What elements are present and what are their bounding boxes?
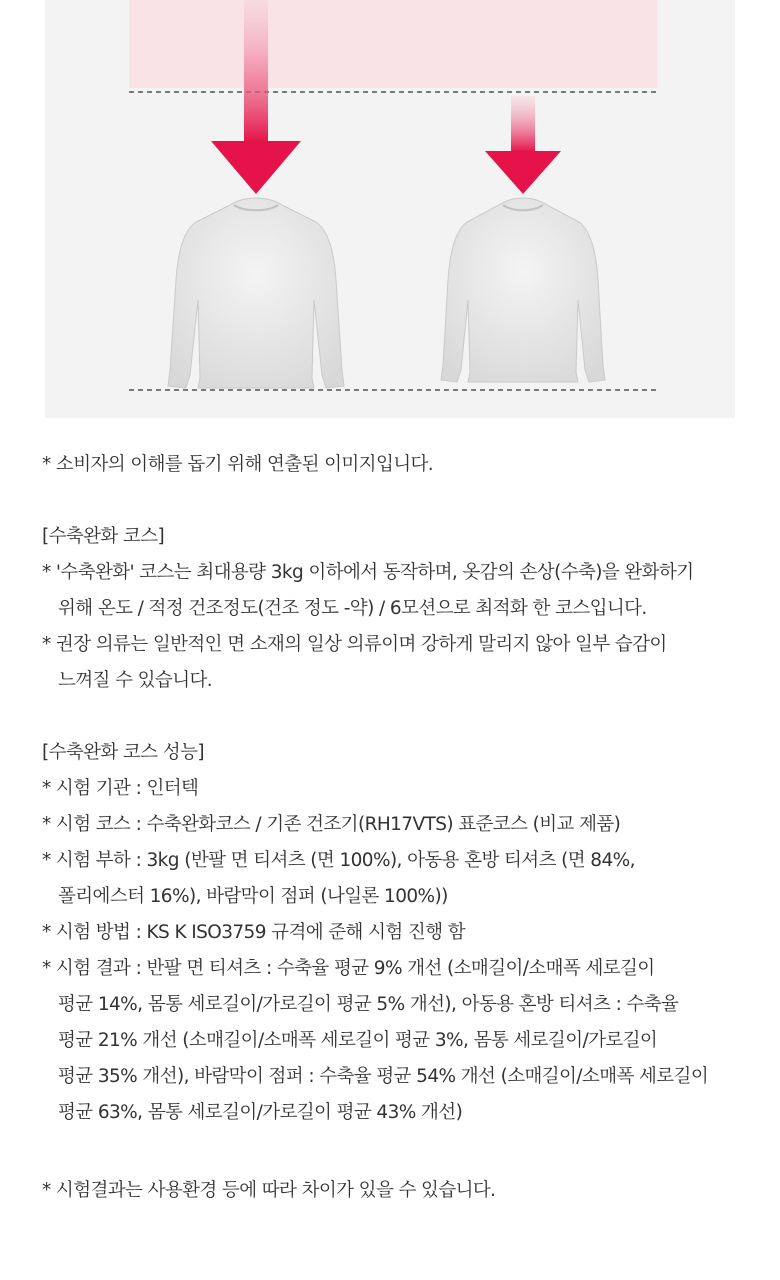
- course-bullet-2-line-1: * 권장 의류는 일반적인 면 소재의 일상 의류이며 강하게 말리지 않아 일부 습감이: [42, 634, 667, 655]
- test-result-line-3: 평균 21% 개선 (소매길이/소매폭 세로길이 평균 3%, 몸통 세로길이/가로길이: [58, 1030, 658, 1051]
- comparison-illustration: [45, 0, 735, 418]
- course-bullet-1-line-1: * '수축완화' 코스는 최대용량 3kg 이하에서 동작하며, 옷감의 손상(수축)을 완화하기: [42, 562, 694, 583]
- test-result-line-1: * 시험 결과 : 반팔 면 티셔츠 : 수축율 평균 9% 개선 (소매길이/소매폭 세로길이: [42, 958, 655, 979]
- test-load-line-2: 폴리에스터 16%), 바람막이 점퍼 (나일론 100%)): [58, 886, 448, 907]
- test-agency: * 시험 기관 : 인터텍: [42, 778, 199, 799]
- test-method: * 시험 방법 : KS K ISO3759 규격에 준해 시험 진행 함: [42, 922, 466, 943]
- test-result-line-5: 평균 63%, 몸통 세로길이/가로길이 평균 43% 개선): [58, 1102, 463, 1123]
- footnote: [42, 1173, 762, 1209]
- down-arrow-icon: [485, 96, 561, 194]
- course-bullet-1-line-2: 위해 온도 / 적정 건조정도(건조 정도 -약) / 6모션으로 최적화 한 코스입니다.: [58, 598, 647, 619]
- performance-section: [42, 735, 762, 1131]
- test-load-line-1: * 시험 부하 : 3kg (반팔 면 티셔츠 (면 100%), 아동용 혼방 티셔츠 (면 84%,: [42, 850, 635, 871]
- test-result-line-2: 평균 14%, 몸통 세로길이/가로길이 평균 5% 개선), 아동용 혼방 티셔츠 : 수축율: [58, 994, 679, 1015]
- test-result-line-4: 평균 35% 개선), 바람막이 점퍼 : 수축율 평균 54% 개선 (소매길이/소매폭 세로길이: [58, 1066, 709, 1087]
- comparison-graphic: [45, 0, 735, 418]
- disclaimer: [42, 447, 762, 483]
- course-section: [42, 519, 762, 699]
- shrink-band: [129, 0, 657, 88]
- sweater-icon: [168, 198, 344, 388]
- test-course: * 시험 코스 : 수축완화코스 / 기존 건조기(RH17VTS) 표준코스 (비교 제품): [42, 814, 621, 835]
- course-bullet-2-line-2: 느껴질 수 있습니다.: [58, 670, 213, 691]
- disclaimer-text: * 소비자의 이해를 돕기 위해 연출된 이미지입니다.: [42, 454, 434, 475]
- footnote-text: * 시험결과는 사용환경 등에 따라 차이가 있을 수 있습니다.: [42, 1180, 496, 1201]
- performance-heading: [수축완화 코스 성능]: [42, 742, 204, 763]
- sweater-icon: [441, 198, 605, 382]
- course-heading: [수축완화 코스]: [42, 526, 165, 547]
